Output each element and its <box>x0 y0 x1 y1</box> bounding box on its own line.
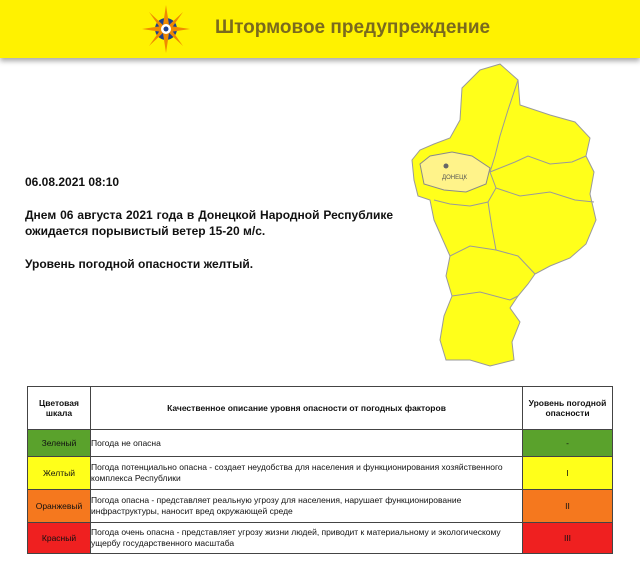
emercom-star-icon <box>140 4 192 54</box>
header-hazard-level: Уровень погодной опасности <box>523 387 613 430</box>
table-header-row <box>28 387 613 430</box>
header-bar <box>0 0 640 58</box>
table-row <box>28 490 613 523</box>
table-row <box>28 457 613 490</box>
level-cell: II <box>523 490 613 523</box>
region-map <box>400 60 640 380</box>
description-cell: Погода очень опасна - представляет угрозу жизни людей, приводит к материальному и экологическому ущербу государственного масштаба <box>91 523 523 554</box>
header-color-scale: Цветовая шкала <box>28 387 91 430</box>
level-cell: - <box>523 430 613 457</box>
table-row <box>28 523 613 554</box>
page-title: Штормовое предупреждение <box>215 17 491 38</box>
color-cell: Желтый <box>28 457 91 490</box>
color-cell: Зеленый <box>28 430 91 457</box>
level-cell: III <box>523 523 613 554</box>
bulletin-text: Днем 06 августа 2021 года в Донецкой Народной Республике ожидается порывистый ветер 15-20 м/с. <box>25 208 393 238</box>
map-region-outline <box>412 64 596 366</box>
city-label: ДОНЕЦК <box>442 175 467 181</box>
header-description: Качественное описание уровня опасности от погодных факторов <box>91 387 523 430</box>
hazard-level-text: Уровень погодной опасности желтый. <box>25 257 254 271</box>
color-cell: Оранжевый <box>28 490 91 523</box>
description-cell: Погода потенциально опасна - создает неудобства для населения и функционирования хозяйственного комплекса Республики <box>91 457 523 490</box>
description-cell: Погода опасна - представляет реальную угрозу для населения, нарушает функционирование инфраструктуры, наносит вред окружающей среде <box>91 490 523 523</box>
donetsk-city-marker <box>444 164 449 169</box>
hazard-scale-table <box>27 386 613 554</box>
bulletin-block <box>25 175 393 271</box>
description-cell: Погода не опасна <box>91 430 523 457</box>
table-row <box>28 430 613 457</box>
bulletin-datetime: 06.08.2021 08:10 <box>25 175 120 189</box>
color-cell: Красный <box>28 523 91 554</box>
level-cell: I <box>523 457 613 490</box>
